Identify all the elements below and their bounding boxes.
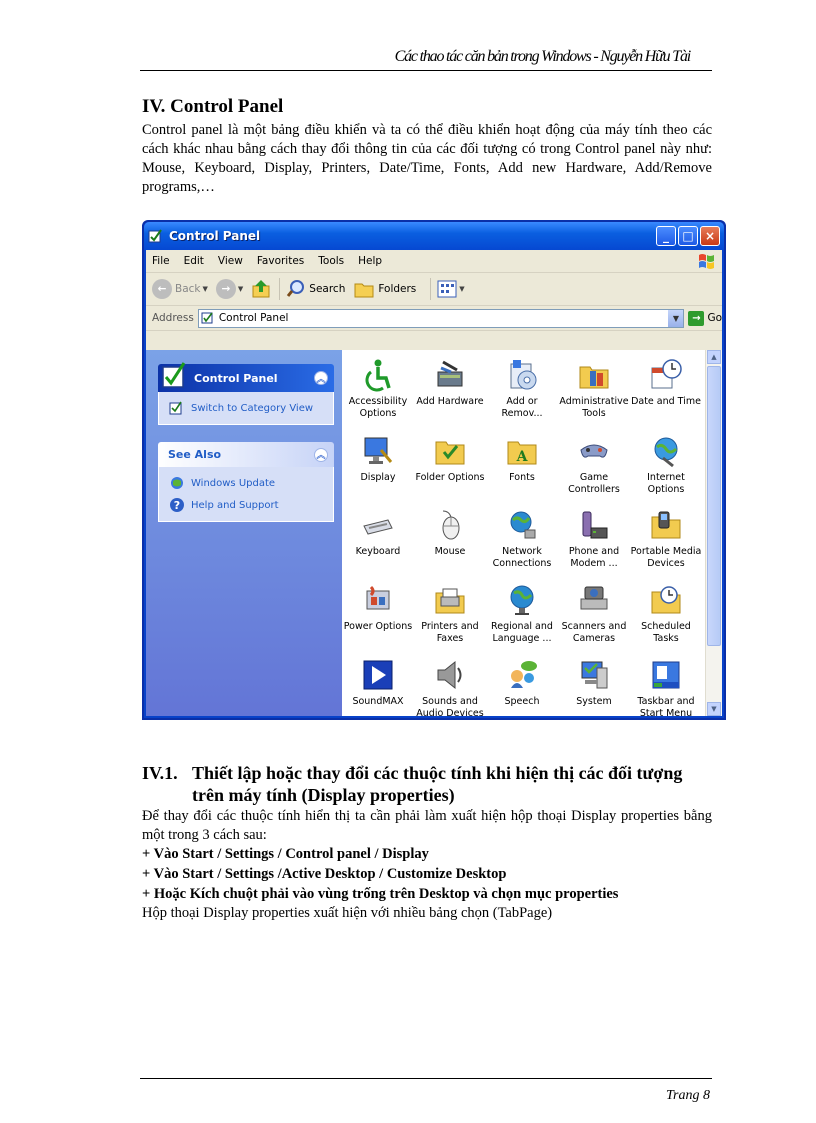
- system-item[interactable]: [558, 658, 630, 708]
- phone-modem-item[interactable]: [558, 508, 630, 570]
- views-button[interactable]: [437, 280, 464, 298]
- task-pane: [146, 350, 342, 716]
- closing-text: Hộp thoại Display properties xuất hiện với nhiều bảng chọn (TabPage): [142, 905, 553, 921]
- see-also-header[interactable]: [158, 442, 334, 467]
- item-label: Game: [579, 472, 609, 483]
- item-label: Speech: [504, 696, 540, 707]
- see-also-body: [158, 467, 334, 522]
- item-label: Power Options: [343, 621, 413, 632]
- taskbar-icon: [649, 658, 683, 692]
- views-icon: [437, 280, 457, 298]
- power-options-icon: [361, 583, 395, 617]
- folder-options-icon: [433, 434, 467, 468]
- item-label: Regional and: [491, 621, 553, 632]
- soundmax-item[interactable]: [342, 658, 414, 708]
- menu-file[interactable]: File: [152, 255, 170, 267]
- speaker-icon: [433, 658, 467, 692]
- scheduled-tasks-item[interactable]: [630, 583, 702, 645]
- speech-icon: [505, 658, 539, 692]
- item-label: Keyboard: [355, 546, 401, 557]
- administrative-tools-icon: [577, 358, 611, 392]
- item-label: Folder Options: [415, 472, 485, 483]
- internet-options-icon: [649, 434, 683, 468]
- item-label: Sounds and: [422, 696, 478, 707]
- internet-options-item[interactable]: [630, 434, 702, 496]
- soundmax-icon: [361, 658, 395, 692]
- menu-bar: [146, 250, 722, 273]
- go-arrow-icon: →: [688, 311, 704, 326]
- switch-category-view-link[interactable]: [169, 400, 323, 416]
- forward-button[interactable]: [216, 279, 243, 299]
- toolbar-separator: [279, 278, 280, 300]
- subsection-title-line2: trên máy tính (Display properties): [192, 785, 455, 805]
- item-label: Network: [502, 546, 542, 557]
- up-folder-icon[interactable]: [251, 278, 273, 300]
- item-label: Options: [359, 408, 397, 419]
- item-label: Accessibility: [348, 396, 408, 407]
- subsection-number: IV.1.: [142, 763, 178, 783]
- search-label: Search: [309, 283, 346, 295]
- menu-help[interactable]: Help: [358, 255, 383, 267]
- control-panel-window: [142, 220, 726, 720]
- item-label: Connections: [492, 558, 552, 569]
- search-button[interactable]: [286, 279, 345, 299]
- address-input[interactable]: [198, 309, 685, 328]
- control-panel-box-header[interactable]: [158, 364, 334, 392]
- menu-favorites[interactable]: Favorites: [256, 255, 305, 267]
- see-also-box: [158, 442, 334, 522]
- control-panel-box: [158, 364, 334, 425]
- subsection-title-line1: Thiết lập hoặc thay đổi các thuộc tính khi hiện thị các đối tượng: [192, 763, 683, 783]
- item-label: System: [576, 696, 612, 707]
- go-button[interactable]: [688, 311, 722, 326]
- display-item[interactable]: [342, 434, 414, 484]
- switch-category-view-text: Switch to Category View: [191, 402, 314, 414]
- phone-modem-icon: [577, 508, 611, 542]
- item-label: SoundMAX: [352, 696, 404, 707]
- item-label: Add Hardware: [416, 396, 484, 407]
- portable-media-devices-icon: [649, 508, 683, 542]
- minimize-button[interactable]: _: [656, 226, 676, 246]
- control-panel-icon: [148, 228, 164, 244]
- window-title: Control Panel: [169, 229, 261, 243]
- mouse-icon: [433, 508, 467, 542]
- go-label: Go: [707, 312, 722, 324]
- content-area: [146, 350, 722, 719]
- item-label: Scanners and: [561, 621, 627, 632]
- taskbar-start-menu-item[interactable]: [630, 658, 702, 720]
- control-panel-small-icon: [201, 311, 215, 325]
- mouse-item[interactable]: [414, 508, 486, 558]
- item-label: Taskbar and: [637, 696, 695, 707]
- item-label: Portable Media: [630, 546, 702, 557]
- keyboard-icon: [361, 508, 395, 542]
- date-time-icon: [649, 358, 683, 392]
- page-number: Trang 8: [666, 1088, 710, 1103]
- item-label: Display: [360, 472, 396, 483]
- sounds-audio-item[interactable]: [414, 658, 486, 720]
- back-arrow-icon: ←: [152, 279, 172, 299]
- collapse-icon[interactable]: ︽: [314, 448, 328, 462]
- page-header: [140, 48, 712, 71]
- fonts-item[interactable]: [486, 434, 558, 484]
- display-icon: [361, 434, 395, 468]
- svg-text:A: A: [516, 449, 528, 465]
- scroll-down-icon[interactable]: ▼: [707, 702, 721, 716]
- add-remove-programs-icon: [505, 358, 539, 392]
- item-label: Fonts: [509, 472, 535, 483]
- add-hardware-item[interactable]: [414, 358, 486, 408]
- address-label: Address: [152, 312, 194, 324]
- icon-area: [342, 350, 706, 719]
- chevron-down-icon: ▼: [237, 285, 244, 293]
- accessibility-options-item[interactable]: [342, 358, 414, 420]
- toolbar-separator: [430, 278, 431, 300]
- svg-text:?: ?: [173, 499, 181, 512]
- control-panel-box-body: [158, 392, 334, 425]
- administrative-tools-item[interactable]: [558, 358, 630, 420]
- control-panel-box-title: Control Panel: [194, 371, 278, 385]
- chevron-down-icon: ▼: [202, 285, 208, 293]
- windows-update-icon: [169, 475, 185, 491]
- item-label: Printers and: [421, 621, 479, 632]
- portable-media-devices-item[interactable]: [630, 508, 702, 570]
- address-bar: [146, 306, 722, 331]
- windows-update-link[interactable]: [169, 475, 323, 491]
- subsection-title: [142, 762, 712, 806]
- item-label: Options: [647, 484, 685, 495]
- chevron-down-icon: ▼: [459, 285, 465, 293]
- help-support-link[interactable]: [169, 497, 323, 513]
- speech-item[interactable]: [486, 658, 558, 708]
- folders-icon: [353, 279, 375, 299]
- regional-language-icon: [505, 583, 539, 617]
- game-controllers-icon: [577, 434, 611, 468]
- address-value: Control Panel: [218, 312, 289, 324]
- menu-edit[interactable]: Edit: [183, 255, 204, 267]
- help-support-text: Help and Support: [191, 499, 279, 511]
- item-label: Language ...: [492, 633, 552, 644]
- add-hardware-icon: [433, 358, 467, 392]
- menu-view[interactable]: View: [217, 255, 243, 267]
- collapse-icon[interactable]: ︽: [314, 371, 328, 385]
- item-label: Internet: [647, 472, 685, 483]
- folders-label: Folders: [378, 283, 417, 295]
- folders-button[interactable]: [353, 279, 416, 299]
- item-label: Modem ...: [570, 558, 618, 569]
- maximize-button[interactable]: □: [678, 226, 698, 246]
- back-label: Back: [175, 283, 201, 295]
- item-label: Date and Time: [631, 396, 701, 407]
- vertical-scrollbar[interactable]: [705, 350, 722, 716]
- regional-language-item[interactable]: [486, 583, 558, 645]
- subsection-intro: Để thay đổi các thuộc tính hiển thị ta cần phải làm xuất hiện hộp thoại Display properties bằng một trong 3 cách sau:: [142, 808, 712, 843]
- section-title: IV. Control Panel: [142, 96, 284, 117]
- header-text: Các thao tác căn bản trong Windows - Nguyễn Hữu Tài: [394, 48, 690, 65]
- item-label: Add or: [506, 396, 538, 407]
- windows-update-text: Windows Update: [191, 477, 276, 489]
- game-controllers-item[interactable]: [558, 434, 630, 496]
- category-view-icon: [169, 400, 185, 416]
- help-icon: [169, 497, 185, 513]
- item-label: Audio Devices: [416, 708, 484, 719]
- item-label: Cameras: [572, 633, 616, 644]
- title-bar[interactable]: [144, 222, 724, 250]
- fonts-icon: [505, 434, 539, 468]
- system-icon: [577, 658, 611, 692]
- scroll-up-icon[interactable]: ▲: [707, 350, 721, 364]
- step-3: + Hoặc Kích chuột phải vào vùng trống trên Desktop và chọn mục properties: [142, 886, 619, 902]
- item-label: Faxes: [436, 633, 464, 644]
- toolbar: [146, 273, 722, 306]
- item-label: Mouse: [434, 546, 466, 557]
- back-button[interactable]: [152, 279, 208, 299]
- accessibility-icon: [361, 358, 395, 392]
- step-1: + Vào Start / Settings / Control panel / Display: [142, 846, 429, 862]
- item-label: Tasks: [653, 633, 679, 644]
- close-button[interactable]: ×: [700, 226, 720, 246]
- item-label: Tools: [582, 408, 606, 419]
- intro-paragraph: Control panel là một bảng điều khiển và ta có thể điều khiển hoạt động của máy tính theo các cách khác nhau bằng cách thay đổi thông tin của các đối tượng có trong Control panel này như: Mouse, Keyboard, Display, Printers, Date/Time, Fonts, Add new Hardware, Add/Remove programs,…: [142, 122, 712, 195]
- see-also-title: See Also: [168, 448, 222, 461]
- network-connections-item[interactable]: [486, 508, 558, 570]
- item-label: Phone and: [568, 546, 620, 557]
- printers-faxes-icon: [433, 583, 467, 617]
- control-panel-large-icon: [160, 360, 190, 390]
- scroll-thumb[interactable]: [707, 366, 721, 646]
- scheduled-tasks-icon: [649, 583, 683, 617]
- step-2: + Vào Start / Settings /Active Desktop / Customize Desktop: [142, 866, 507, 882]
- keyboard-item[interactable]: [342, 508, 414, 558]
- printers-faxes-item[interactable]: [414, 583, 486, 645]
- address-dropdown-icon[interactable]: ▼: [668, 310, 683, 327]
- add-remove-programs-item[interactable]: [486, 358, 558, 420]
- network-connections-icon: [505, 508, 539, 542]
- date-time-item[interactable]: [630, 358, 702, 408]
- item-label: Start Menu: [639, 708, 693, 719]
- folder-options-item[interactable]: [414, 434, 486, 484]
- menu-tools[interactable]: Tools: [318, 255, 345, 267]
- item-label: Controllers: [568, 484, 620, 495]
- item-label: Scheduled: [641, 621, 691, 632]
- item-label: Devices: [647, 558, 685, 569]
- search-icon: [286, 279, 306, 299]
- scanners-cameras-icon: [577, 583, 611, 617]
- forward-arrow-icon: →: [216, 279, 236, 299]
- power-options-item[interactable]: [342, 583, 414, 633]
- item-label: Administrative: [559, 396, 629, 407]
- windows-logo-icon: [696, 252, 718, 270]
- scanners-cameras-item[interactable]: [558, 583, 630, 645]
- footer-rule: [140, 1078, 712, 1079]
- item-label: Remov...: [501, 408, 543, 419]
